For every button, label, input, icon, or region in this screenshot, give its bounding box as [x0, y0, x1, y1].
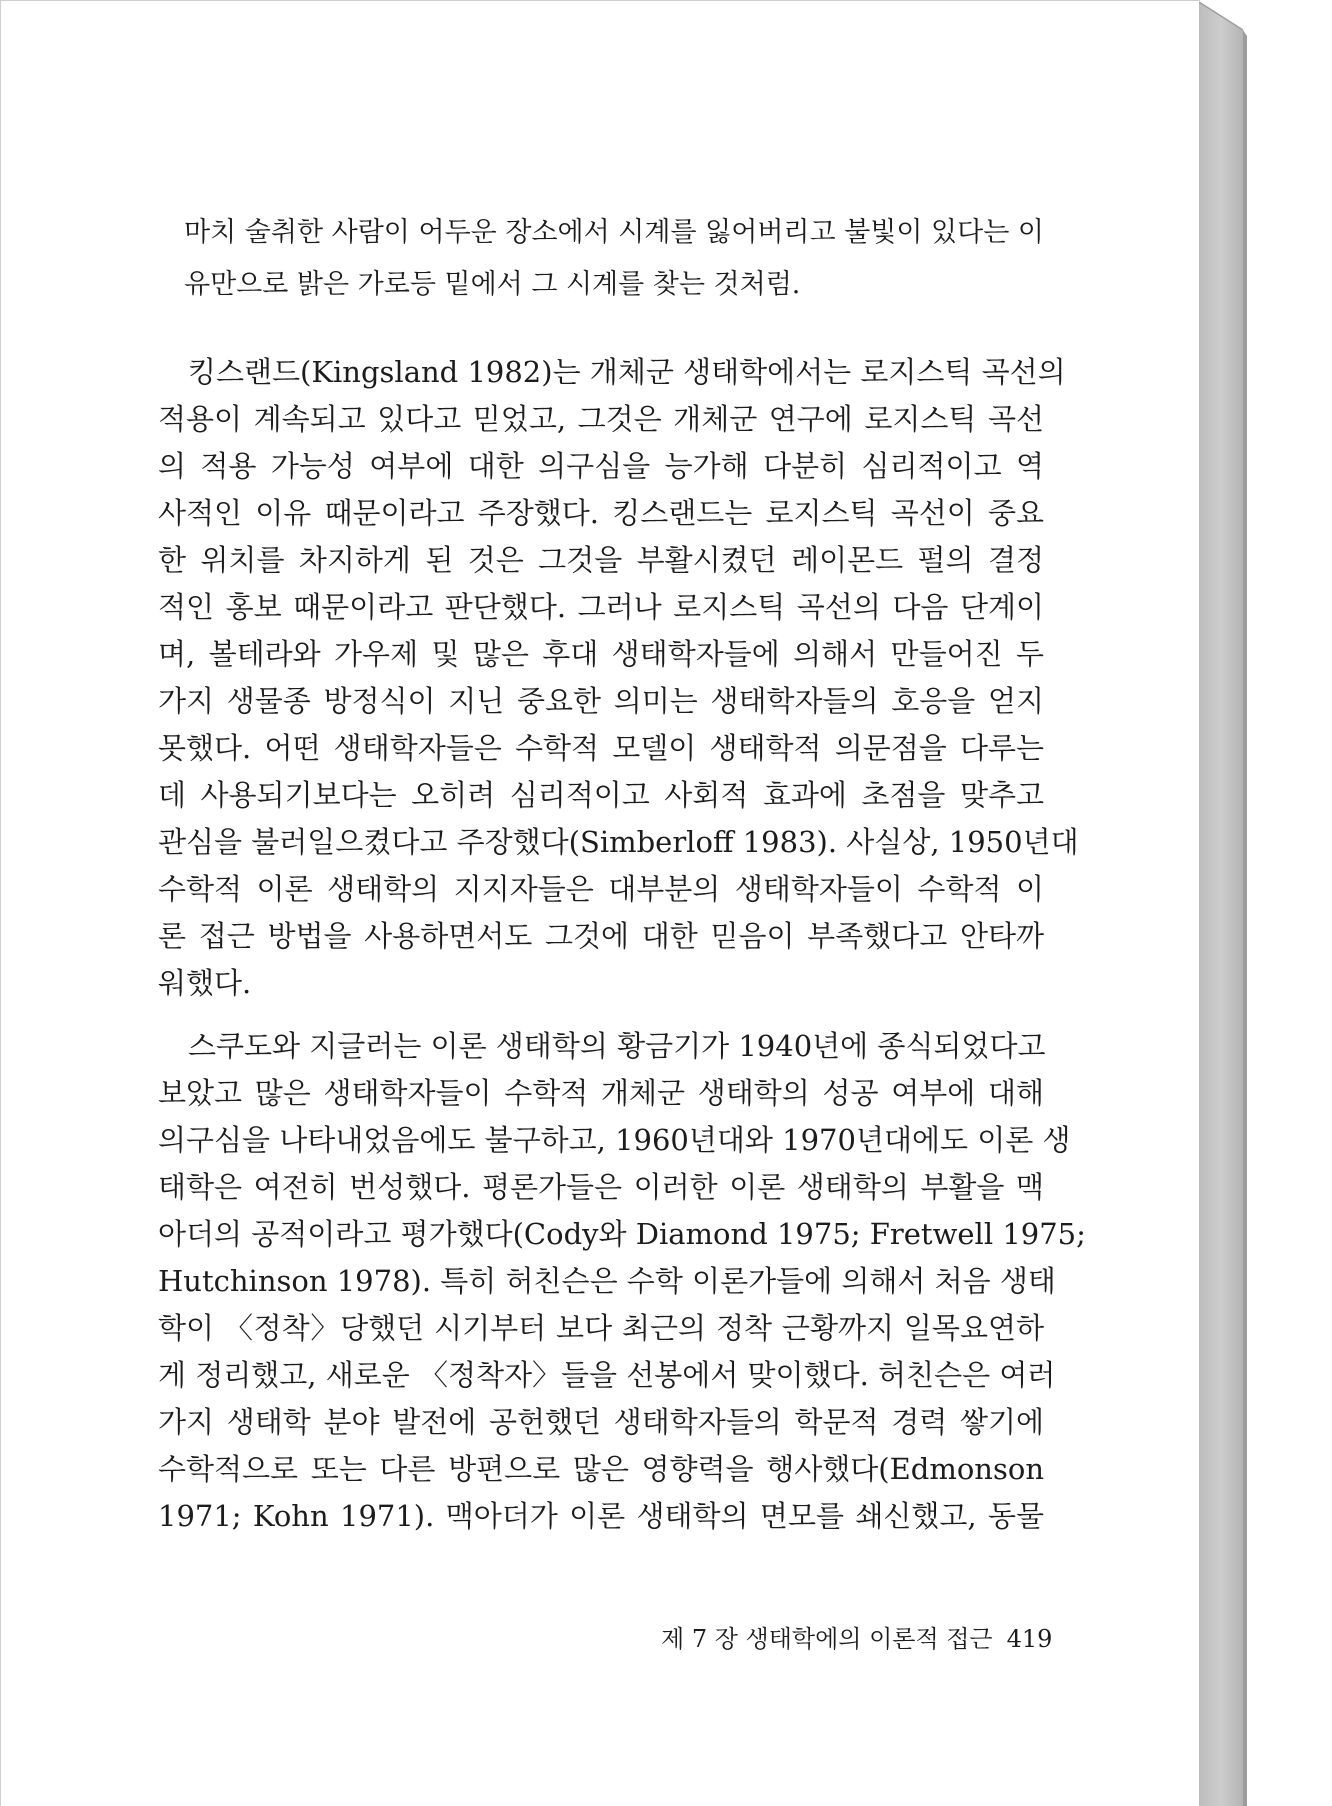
paragraph-line: 데 사용되기보다는 오히려 심리적이고 사회적 효과에 초점을 맞추고: [158, 778, 1044, 812]
quote-line: 유만으로 밝은 가로등 밑에서 그 시계를 찾는 것처럼.: [184, 269, 801, 300]
paragraph-line: 사적인 이유 때문이라고 주장했다. 킹스랜드는 로지스틱 곡선이 중요: [158, 496, 1044, 530]
paragraph-line: 가지 생물종 방정식이 지닌 중요한 의미는 생태학자들의 호응을 얻지: [158, 684, 1044, 718]
paragraph-line: 적인 홍보 때문이라고 판단했다. 그러나 로지스틱 곡선의 다음 단계이: [158, 590, 1044, 624]
paragraph-line: 수학적 이론 생태학의 지지자들은 대부분의 생태학자들이 수학적 이: [158, 872, 1044, 906]
paragraph-line: 보았고 많은 생태학자들이 수학적 개체군 생태학의 성공 여부에 대해: [158, 1076, 1044, 1110]
paragraph-line: 학이 〈정착〉당했던 시기부터 보다 최근의 정착 근황까지 일목요연하: [158, 1311, 1044, 1345]
book-edge: [1199, 0, 1200, 1806]
paragraph-line: 관심을 불러일으켰다고 주장했다(Simberloff 1983). 사실상, 1950년대: [158, 825, 1079, 859]
paragraph-line: 못했다. 어떤 생태학자들은 수학적 모델이 생태학적 의문점을 다루는: [158, 731, 1044, 765]
chapter-title: 제 7 장 생태학에의 이론적 접근: [661, 1625, 993, 1653]
quote-line: 마치 술취한 사람이 어두운 장소에서 시계를 잃어버리고 불빛이 있다는 이: [184, 217, 1044, 248]
paragraph-line: 킹스랜드(Kingsland 1982)는 개체군 생태학에서는 로지스틱 곡선의: [188, 355, 1066, 389]
paragraph-kingsland: [158, 349, 1079, 1007]
paragraph-line: 1971; Kohn 1971). 맥아더가 이론 생태학의 면모를 쇄신했고, 동물: [158, 1499, 1044, 1533]
paragraph-line: 태학은 여전히 번성했다. 평론가들은 이러한 이론 생태학의 부활을 맥: [158, 1170, 1044, 1204]
paragraph-line: 스쿠도와 지글러는 이론 생태학의 황금기가 1940년에 종식되었다고: [188, 1029, 1046, 1063]
paragraph-line: 적용이 계속되고 있다고 믿었고, 그것은 개체군 연구에 로지스틱 곡선: [158, 402, 1044, 436]
running-footer: [661, 1619, 1051, 1654]
paragraph-line: 의구심을 나타내었음에도 불구하고, 1960년대와 1970년대에도 이론 생: [158, 1123, 1071, 1157]
paragraph-line: 아더의 공적이라고 평가했다(Cody와 Diamond 1975; Fretwell 1975;: [158, 1217, 1086, 1251]
page-stack-edge: [1199, 0, 1332, 1806]
edge-shadow: [1243, 30, 1247, 1806]
paragraph-scudo: [158, 1023, 1086, 1540]
paragraph-line: 가지 생태학 분야 발전에 공헌했던 생태학자들의 학문적 경력 쌓기에: [158, 1405, 1044, 1439]
paragraph-line: 워했다.: [158, 966, 252, 1000]
paragraph-line: 론 접근 방법을 사용하면서도 그것에 대한 믿음이 부족했다고 안타까: [158, 919, 1044, 953]
page-number: 419: [1006, 1625, 1053, 1653]
paragraph-line: 며, 볼테라와 가우제 및 많은 후대 생태학자들에 의해서 만들어진 두: [158, 637, 1044, 671]
edge-face: [1199, 2, 1243, 1806]
block-quote: [184, 207, 1044, 311]
paragraph-line: 한 위치를 차지하게 된 것은 그것을 부활시켰던 레이몬드 펄의 결정: [158, 543, 1044, 577]
paragraph-line: 수학적으로 또는 다른 방편으로 많은 영향력을 행사했다(Edmonson: [158, 1452, 1044, 1486]
paragraph-line: 의 적용 가능성 여부에 대한 의구심을 능가해 다분히 심리적이고 역: [158, 449, 1044, 483]
paragraph-line: 게 정리했고, 새로운 〈정착자〉들을 선봉에서 맞이했다. 허친슨은 여러: [158, 1358, 1056, 1392]
paragraph-line: Hutchinson 1978). 특히 허친슨은 수학 이론가들에 의해서 처음 생태: [158, 1264, 1056, 1298]
